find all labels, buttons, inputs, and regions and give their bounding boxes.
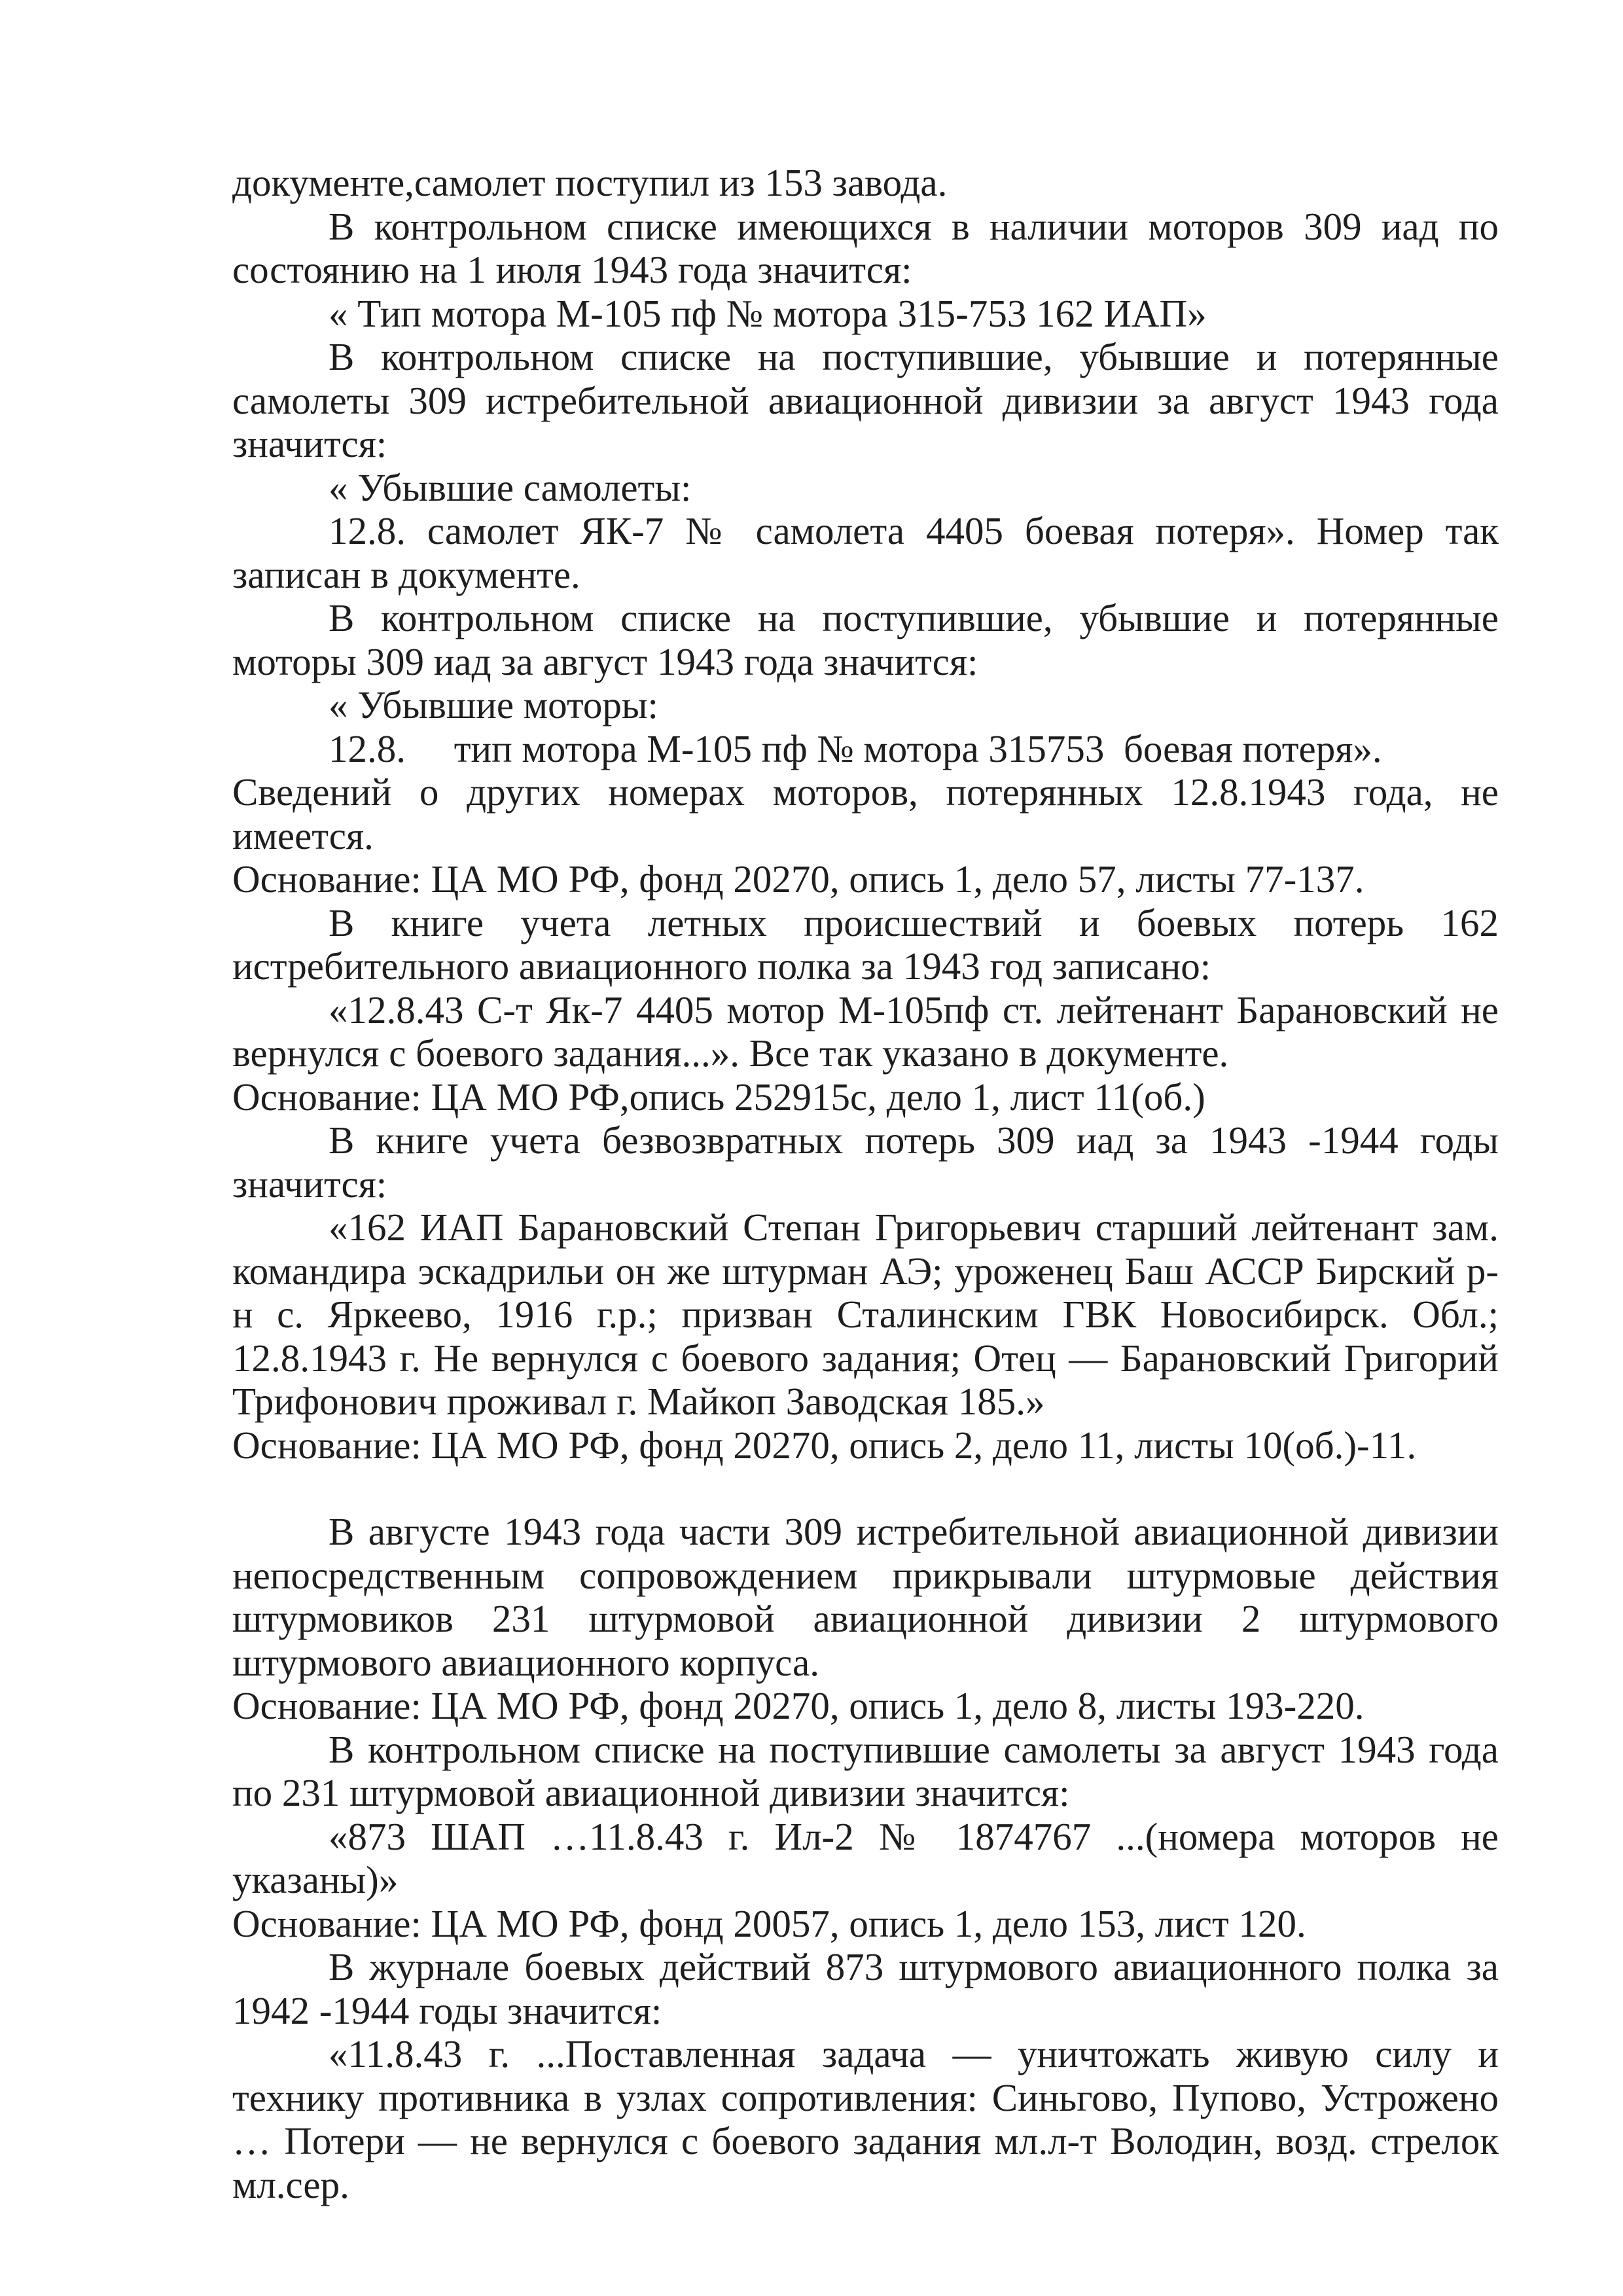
quote-line: « Убывшие самолеты: (329, 465, 692, 509)
document-body (232, 161, 1499, 2206)
source-reference: Основание: ЦА МО РФ, фонд 20270, опись 1, дело 57, листы 77-137. (232, 857, 1364, 901)
paragraph: В контрольном списке имеющихся в наличии моторов 309 иад по состоянию на 1 июля 1943 года значится: (232, 204, 1499, 291)
quote-line: 12.8. самолет ЯК-7 № самолета 4405 боевая потеря». Номер так записан в документе. (232, 509, 1499, 596)
quote-line: « Тип мотора М-105 пф № мотора 315-753 162 ИАП» (329, 291, 1207, 335)
paragraph-gap (232, 1467, 1499, 1510)
quote-line: 12.8. тип мотора М-105 пф № мотора 315753 боевая потеря». (329, 726, 1382, 770)
quote-paragraph: «162 ИАП Барановский Степан Григорьевич старший лейтенант зам. командира эскадрильи он же штурман АЭ; уроженец Баш АССР Бирский р-н с. Яркеево, 1916 г.р.; призван Сталинским ГВК Новосибирск. Обл.; 12.8.1943 г. Не вернулся с боевого задания; Отец — Барановский Григорий Трифонович проживал г. Майкоп Заводская 185.» (232, 1206, 1499, 1423)
source-reference: Основание: ЦА МО РФ,опись 252915с, дело 1, лист 11(об.) (232, 1075, 1205, 1119)
quote-paragraph: «12.8.43 С-т Як-7 4405 мотор М-105пф ст. лейтенант Барановский не вернулся с боевого задания...». Все так указано в документе. (232, 988, 1499, 1075)
paragraph: В книге учета летных происшествий и боевых потерь 162 истребительного авиационного полка за 1943 год записано: (232, 901, 1499, 988)
paragraph: документе,самолет поступил из 153 завода. (232, 161, 948, 204)
source-reference: Основание: ЦА МО РФ, фонд 20270, опись 2, дело 11, листы 10(об.)-11. (232, 1423, 1417, 1467)
paragraph: Сведений о других номерах моторов, потерянных 12.8.1943 года, не имеется. (232, 770, 1499, 857)
paragraph: В августе 1943 года части 309 истребительной авиационной дивизии непосредственным сопровождением прикрывали штурмовые действия штурмовиков 231 штурмовой авиационной дивизии 2 штурмового штурмового авиационного корпуса. (232, 1510, 1499, 1684)
source-reference: Основание: ЦА МО РФ, фонд 20057, опись 1, дело 153, лист 120. (232, 1901, 1306, 1945)
paragraph: В контрольном списке на поступившие, убывшие и потерянные самолеты 309 истребительной авиационной дивизии за август 1943 года значится: (232, 335, 1499, 465)
quote-paragraph: «873 ШАП …11.8.43 г. Ил-2 № 1874767 ...(номера моторов не указаны)» (232, 1814, 1499, 1901)
paragraph: В контрольном списке на поступившие, убывшие и потерянные моторы 309 иад за август 1943 года значится: (232, 596, 1499, 683)
source-reference: Основание: ЦА МО РФ, фонд 20270, опись 1, дело 8, листы 193-220. (232, 1684, 1364, 1727)
paragraph: В контрольном списке на поступившие самолеты за август 1943 года по 231 штурмовой авиационной дивизии значится: (232, 1727, 1499, 1814)
quote-paragraph: «11.8.43 г. ...Поставленная задача — уничтожать живую силу и технику противника в узлах сопротивления: Синьгово, Пупово, Устрожено … Потери — не вернулся с боевого задания мл.л-т Володин, возд. стрелок мл.сер. (232, 2032, 1499, 2206)
paragraph: В книге учета безвозвратных потерь 309 иад за 1943 -1944 годы значится: (232, 1119, 1499, 1206)
paragraph: В журнале боевых действий 873 штурмового авиационного полка за 1942 -1944 годы значится: (232, 1945, 1499, 2032)
quote-line: « Убывшие моторы: (329, 683, 658, 726)
